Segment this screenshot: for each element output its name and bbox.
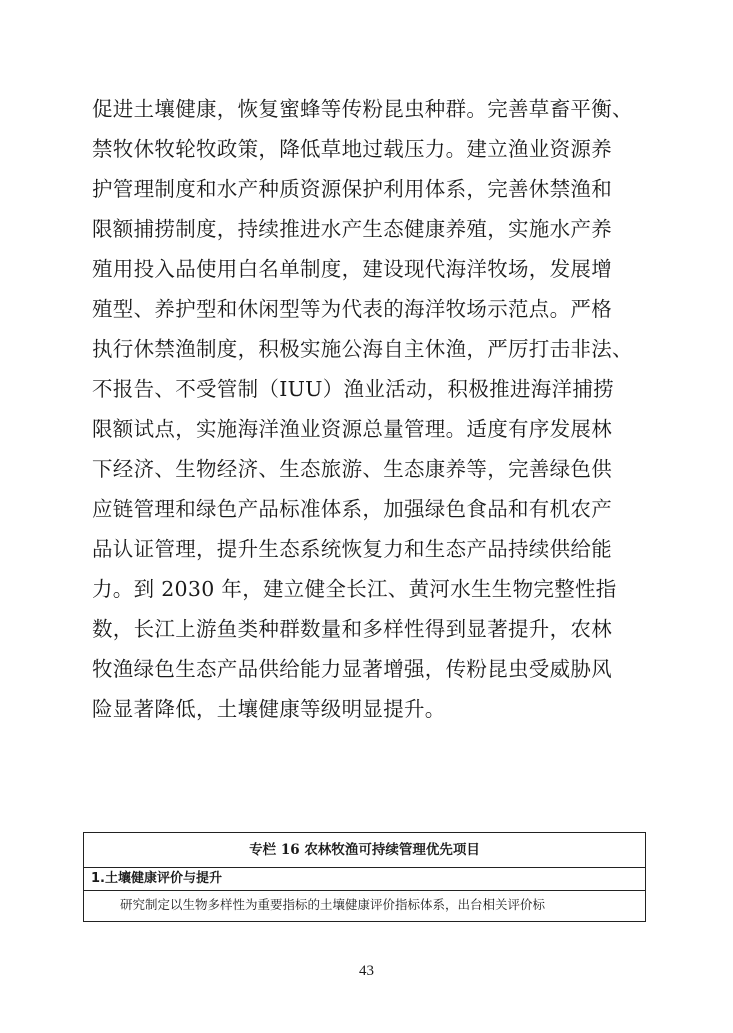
paragraph-line: 力。到 2030 年，建立健全长江、黄河水生生物完整性指 <box>92 577 617 601</box>
paragraph-line: 殖型、养护型和休闲型等为代表的海洋牧场示范点。严格 <box>92 297 612 321</box>
paragraph-line: 不报告、不受管制（IUU）渔业活动，积极推进海洋捕捞 <box>92 377 614 401</box>
paragraph-line: 限额捕捞制度，持续推进水产生态健康养殖，实施水产养 <box>92 217 612 241</box>
paragraph-line: 执行休禁渔制度，积极实施公海自主休渔，严厉打击非法、 <box>92 337 633 361</box>
paragraph-line: 殖用投入品使用白名单制度，建设现代海洋牧场，发展增 <box>92 257 612 281</box>
paragraph-line: 限额试点，实施海洋渔业资源总量管理。适度有序发展林 <box>92 417 612 441</box>
paragraph-line: 促进土壤健康，恢复蜜蜂等传粉昆虫种群。完善草畜平衡、 <box>92 97 633 121</box>
column-box-title: 专栏 16 农林牧渔可持续管理优先项目 <box>84 833 645 868</box>
paragraph-line: 品认证管理，提升生态系统恢复力和生态产品持续供给能 <box>92 537 612 561</box>
paragraph-line: 禁牧休牧轮牧政策，降低草地过载压力。建立渔业资源养 <box>92 137 612 161</box>
paragraph-line: 数，长江上游鱼类种群数量和多样性得到显著提升，农林 <box>92 617 612 641</box>
paragraph-line: 下经济、生物经济、生态旅游、生态康养等，完善绿色供 <box>92 457 612 481</box>
column-box-item-heading: 1.土壤健康评价与提升 <box>84 868 645 891</box>
column-box <box>83 832 646 922</box>
paragraph-line: 应链管理和绿色产品标准体系，加强绿色食品和有机农产 <box>92 497 612 521</box>
paragraph-line: 牧渔绿色生态产品供给能力显著增强，传粉昆虫受威胁风 <box>92 657 612 681</box>
paragraph-line: 护管理制度和水产种质资源保护利用体系，完善休禁渔和 <box>92 177 612 201</box>
paragraph-line: 险显著降低，土壤健康等级明显提升。 <box>92 697 446 721</box>
page-number: 43 <box>359 963 374 979</box>
column-box-item-text: 研究制定以生物多样性为重要指标的土壤健康评价指标体系，出台相关评价标 <box>120 897 546 912</box>
